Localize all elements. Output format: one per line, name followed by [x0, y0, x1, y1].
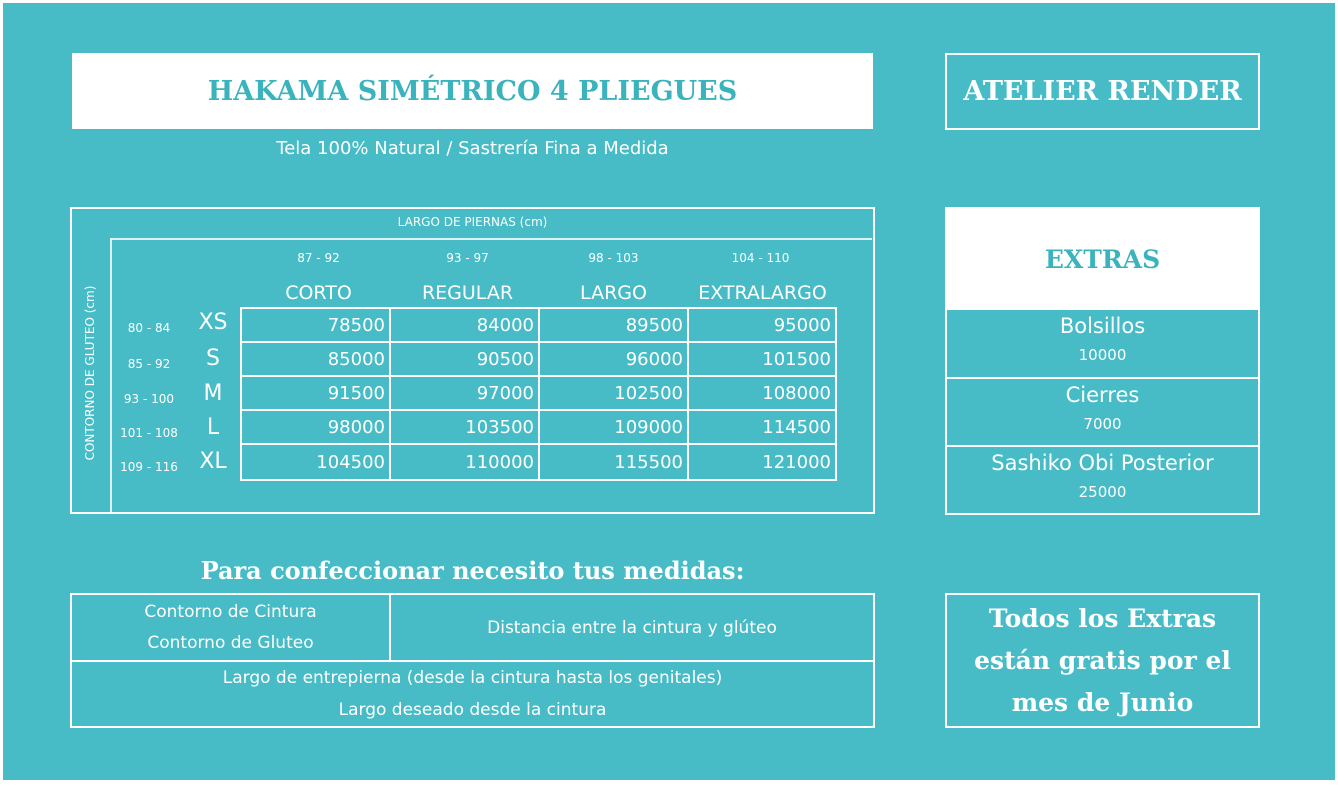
- price-cell: 85000: [242, 343, 391, 377]
- size-label: XL: [199, 449, 227, 474]
- price-cell: 95000: [689, 309, 835, 343]
- extra-name: Bolsillos: [1059, 314, 1146, 338]
- extras-title: EXTRAS: [947, 209, 1258, 310]
- promo-line: están gratis por el: [974, 645, 1231, 675]
- price-cell: 103500: [391, 411, 540, 445]
- measurements-cell: [72, 662, 873, 726]
- price-cell: 109000: [540, 411, 689, 445]
- hip-range: 109 - 116: [120, 460, 178, 474]
- size-label: S: [206, 346, 220, 371]
- price-grid: [240, 307, 837, 481]
- desired-length-label: Largo deseado desde la cintura: [338, 700, 607, 720]
- price-cell: 89500: [540, 309, 689, 343]
- hip-contour-label: Contorno de Gluteo: [147, 632, 314, 653]
- extra-item: [947, 310, 1258, 377]
- extra-name: Sashiko Obi Posterior: [991, 451, 1214, 475]
- page-subtitle: Tela 100% Natural / Sastrería Fina a Medida: [276, 138, 669, 159]
- price-cell: 101500: [689, 343, 835, 377]
- price-cell: 97000: [391, 377, 540, 411]
- price-cell: 110000: [391, 445, 540, 479]
- promo-box: [945, 593, 1260, 728]
- price-cell: 96000: [540, 343, 689, 377]
- promo-line: Todos los Extras: [988, 603, 1217, 633]
- extra-price: 10000: [1078, 346, 1127, 364]
- measurements-title: Para confeccionar necesito tus medidas:: [200, 556, 745, 585]
- price-cell: 98000: [242, 411, 391, 445]
- brand-box: ATELIER RENDER: [945, 53, 1260, 130]
- extra-price: 7000: [1083, 415, 1122, 433]
- leg-length-header: LARGO DE PIERNAS (cm): [397, 215, 548, 229]
- price-cell: 121000: [762, 451, 831, 473]
- price-cell: 108000: [689, 377, 835, 411]
- extra-item: [947, 379, 1258, 446]
- hip-range: 93 - 100: [123, 392, 175, 406]
- size-label: M: [203, 381, 223, 406]
- leg-header-divider: [110, 238, 872, 240]
- hip-header-divider: [110, 238, 112, 512]
- price-cell: 84000: [391, 309, 540, 343]
- page-title: HAKAMA SIMÉTRICO 4 PLIEGUES: [72, 53, 873, 129]
- column-header: LARGO: [580, 282, 647, 304]
- extra-item: [947, 447, 1258, 514]
- leg-range: 93 - 97: [446, 251, 489, 265]
- price-cell: 104500: [242, 445, 391, 479]
- extra-price: 25000: [1078, 483, 1127, 501]
- hip-range: 101 - 108: [120, 426, 178, 440]
- hip-contour-header: CONTORNO DE GLUTEO (cm): [83, 285, 97, 461]
- column-header: REGULAR: [421, 282, 514, 304]
- leg-range: 87 - 92: [297, 251, 340, 265]
- waist-hip-distance-label: Distancia entre la cintura y glúteo: [487, 617, 777, 638]
- waist-contour-label: Contorno de Cintura: [144, 601, 317, 622]
- leg-range: 104 - 110: [731, 251, 790, 265]
- leg-range: 98 - 103: [588, 251, 639, 265]
- hip-range: 85 - 92: [127, 357, 171, 371]
- hip-range: 80 - 84: [127, 321, 171, 335]
- price-cell: 114500: [689, 411, 835, 445]
- size-label: XS: [198, 310, 228, 335]
- measurements-cell: [72, 595, 389, 660]
- price-cell: 78500: [242, 309, 391, 343]
- column-header: EXTRALARGO: [698, 282, 827, 304]
- price-cell: 91500: [242, 377, 391, 411]
- measurements-cell: [391, 595, 873, 660]
- price-cell: 102500: [540, 377, 689, 411]
- size-label: L: [206, 415, 220, 440]
- extra-name: Cierres: [1065, 383, 1140, 407]
- column-header: CORTO: [285, 282, 352, 304]
- inseam-label: Largo de entrepierna (desde la cintura hasta los genitales): [222, 668, 723, 688]
- price-cell: 90500: [391, 343, 540, 377]
- price-cell: 115500: [540, 445, 689, 479]
- promo-line: mes de Junio: [1011, 687, 1194, 717]
